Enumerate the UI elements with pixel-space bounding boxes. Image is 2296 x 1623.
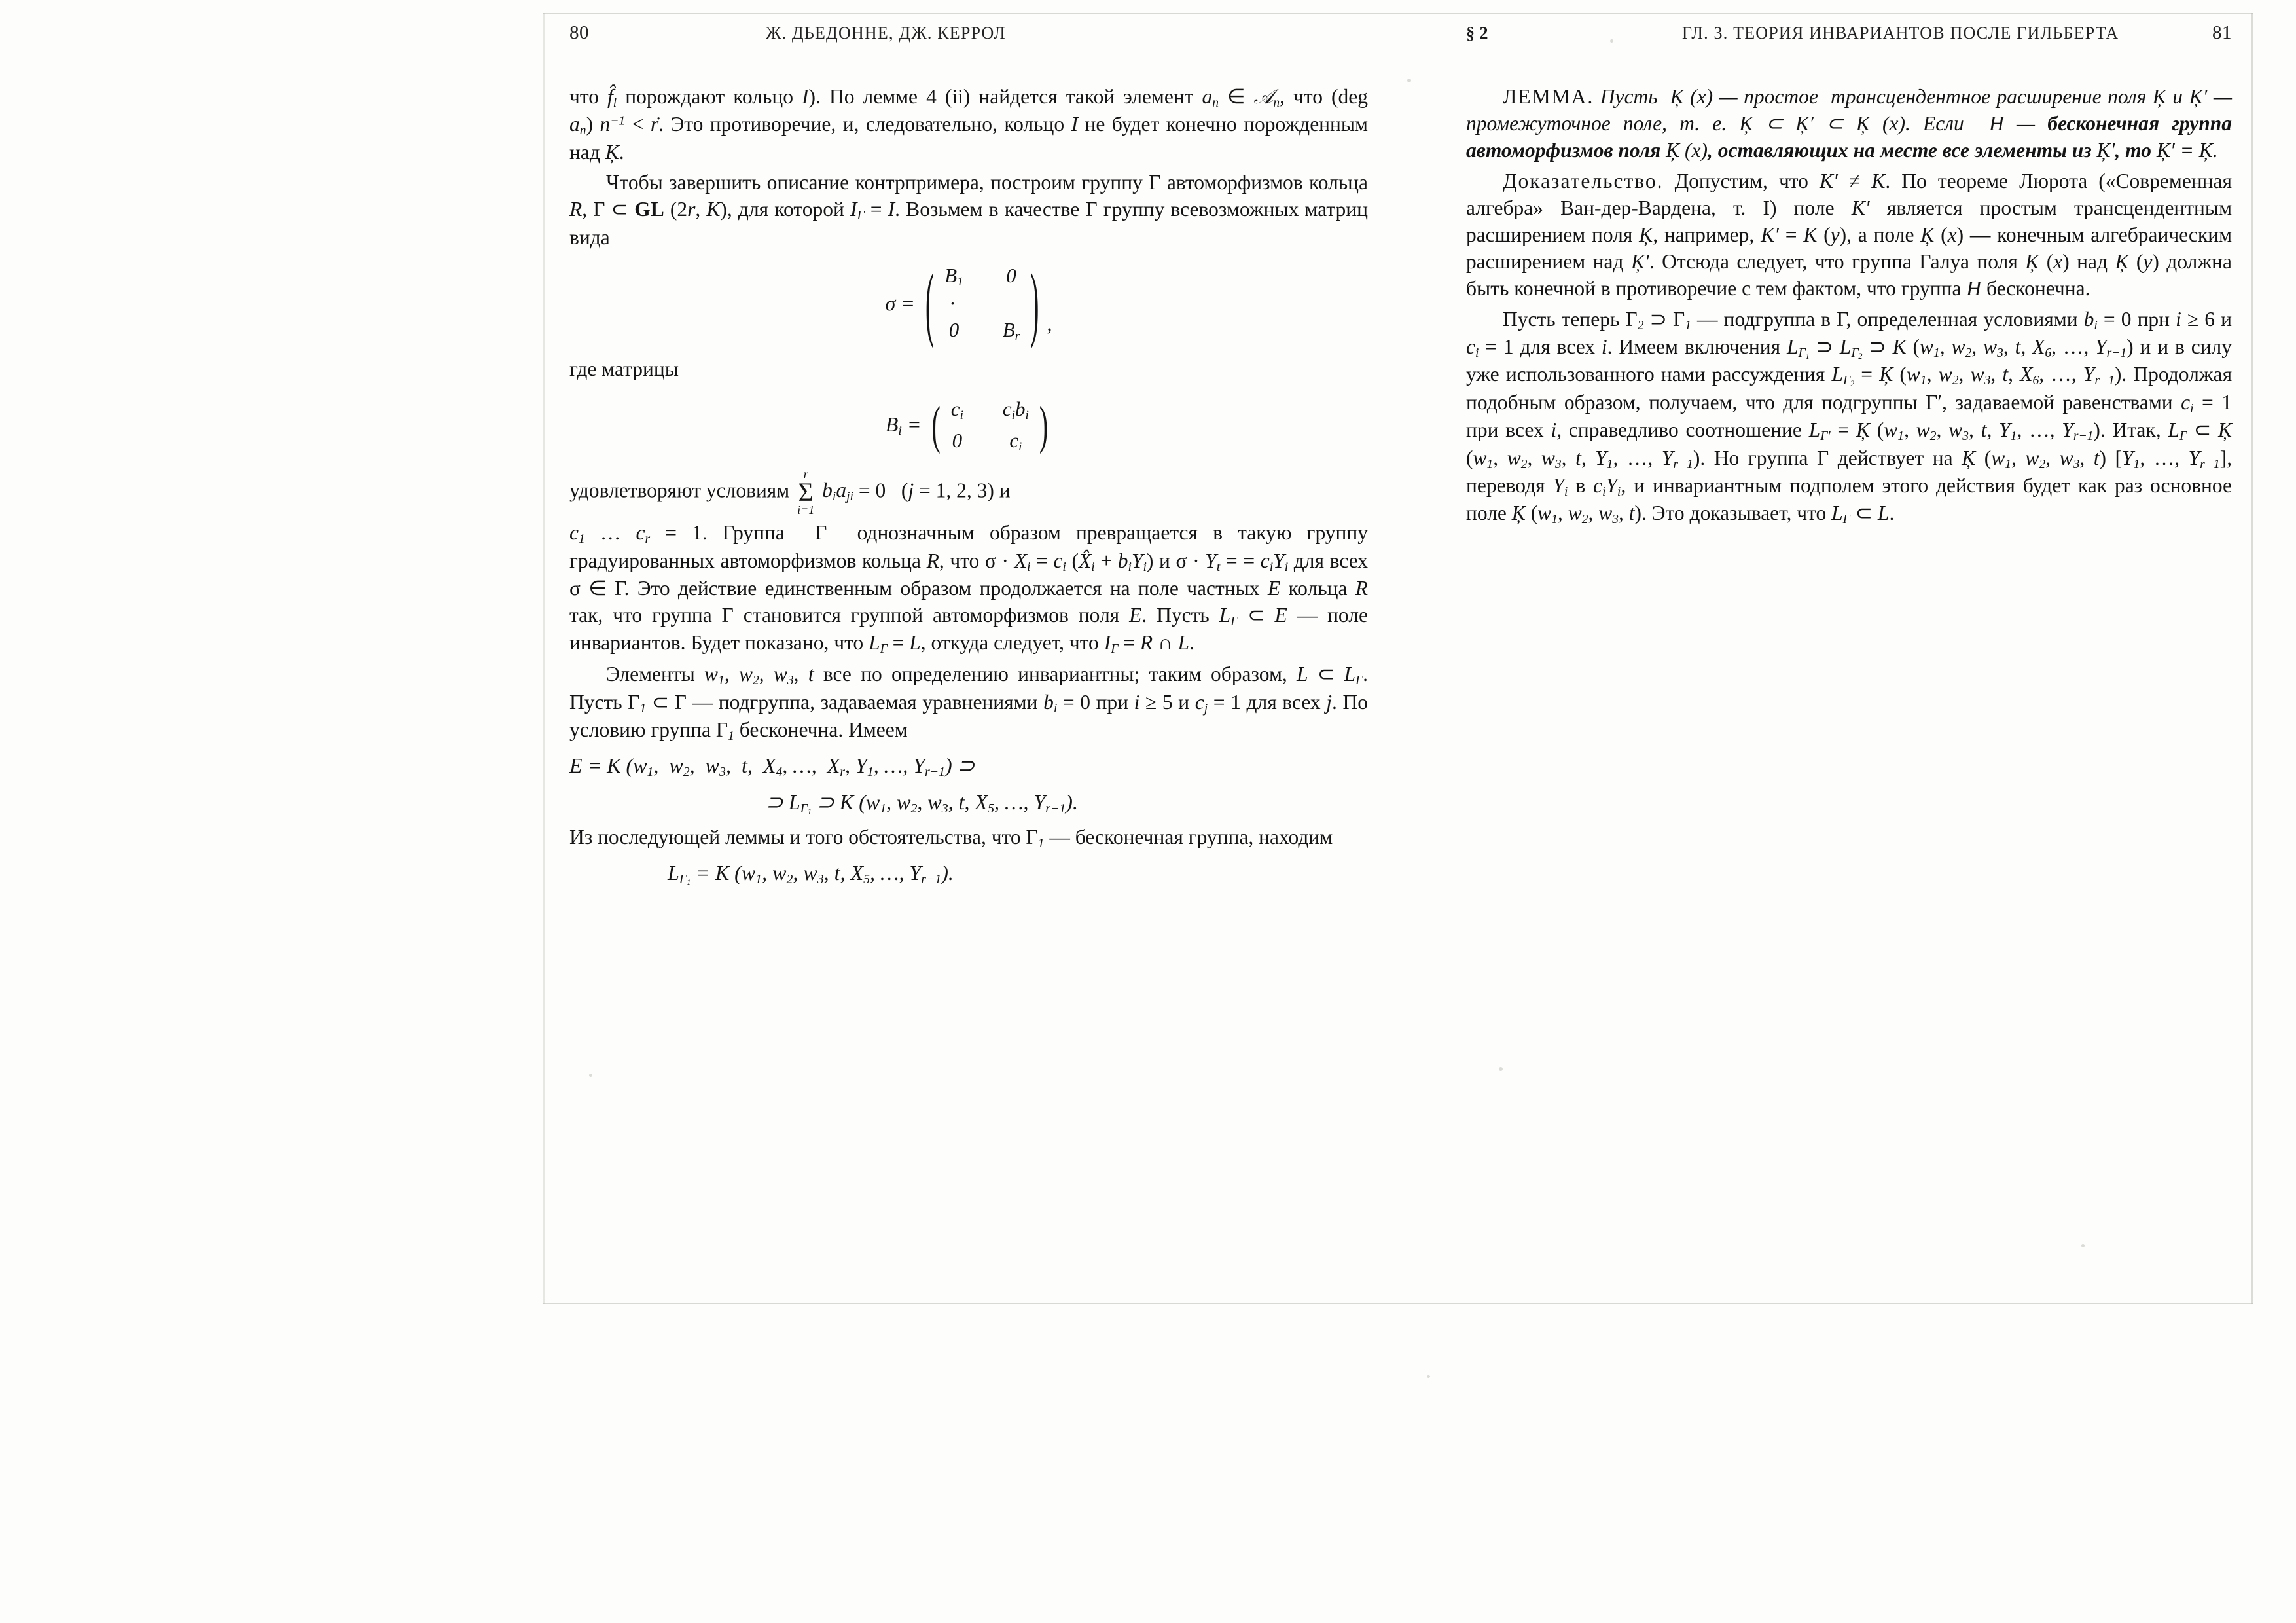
display-matrix-sigma: σ = ( $B_1$ 0 · 0 $B_r$ ) ,: [885, 255, 1052, 350]
display-equation-E-line1: E = K ($w_1$, $w_2$, $w_3$, t, $X_4$, …, $X_r$, $Y_1$, …, $Y_{r-1}$) ⊃: [569, 754, 975, 780]
running-head-right: [1466, 20, 2232, 59]
folio-left: 80: [569, 22, 589, 43]
body-text-right: [1466, 84, 2232, 528]
paragraph: $c_1$ … $c_r = 1$. Группа Γ однозначным образом превращается в такую группу градуированных автоморфизмов кольца R, что $\sigma \cdot X_i = c_i$ $(X̂_i + b_iY_i)$ и $\sigma \cdot Y_t$ = = $c_iY_i$ для всех σ ∈ Γ. Это действие единственным образом продолжается на поле частных E кольца R так, что группа Γ становится группой автоморфизмов поля E. Пусть $L_\Gamma$ ⊂ E — поле инвариантов. Будет показано, что $L_\Gamma = L$, откуда следует, что $I_\Gamma = R$ ∩ L.: [569, 521, 1369, 656]
folio-right: 81: [2212, 22, 2232, 43]
display-matrix-bi: $B_i$ = ( $c_i$ $c_ib_i$ 0 $c_i$ ): [885, 395, 1049, 455]
summation-symbol: r Σ i=1: [797, 467, 815, 517]
lemma-paragraph: [1466, 84, 2232, 164]
page-border-top: [543, 13, 2253, 14]
where-label: где матрицы: [569, 357, 679, 380]
book-spread: [543, 20, 2251, 1303]
lemma-label: ЛЕММА.: [1503, 85, 1594, 108]
paragraph: что $f̂_l$ порождают кольцо I). По лемме 4 (ii) найдется такой элемент $a_n$ ∈ 𝒜$_n$, что (deg $a_n$) $n^{-1}$ < ṙ. Это противоречие, и, следовательно, кольцо I не будет конечно порожденным над Ķ.: [569, 85, 1368, 164]
running-head-title-left: Ж. ДЬЕДОННЕ, ДЖ. КЕРРОЛ: [766, 24, 1006, 43]
paragraph: Пусть теперь $\Gamma_2$ ⊃ $\Gamma_1$ — подгруппа в Γ, определенная условиями $b_i = 0$ прн i ≥ 6 и $c_i = 1$ для всех i. Имеем включения $L_{\Gamma_1}$ ⊃ $L_{\Gamma_2}$ ⊃ K ($w_1$, $w_2$, $w_3$, t, $X_6$, …, $Y_{r-1}$) и и в силу уже использованного нами рассуждения $L_{\Gamma_2}$ = Ķ ($w_1$, $w_2$, $w_3$, t, $X_6$, …, $Y_{r-1}$). Продолжая подобным образом, получаем, что для подгруппы Γ′, задаваемой равенствами $c_i = 1$ при всех i, справедливо соотношение $L_{\Gamma'}$ = Ķ ($w_1$, $w_2$, $w_3$, t, $Y_1$, …, $Y_{r-1}$). Итак, $L_\Gamma$ ⊂ Ķ ($w_1$, $w_2$, $w_3$, t, $Y_1$, …, $Y_{r-1}$). Но группа Γ действует на Ķ ($w_1$, $w_2$, $w_3$, t) [$Y_1$, …, $Y_{r-1}$], переводя $Y_i$ в $c_iY_i$, и инвариантным подполем этого действия будет как раз основное поле Ķ ($w_1$, $w_2$, $w_3$, t). Это доказывает, что $L_\Gamma$ ⊂ L.: [1466, 307, 2233, 526]
display-equation-E: [569, 752, 1368, 781]
paragraph: Из последующей леммы и того обстоятельства, что $\Gamma_1$ — бесконечная группа, находим: [569, 825, 1333, 850]
page-right: [1407, 20, 2251, 1303]
proof-text: Допустим, что K′ ≠ K. По теореме Люрота («Современная алгебра» Ван-дер-Вардена, т. I) поле K′ является простым трансцендентным расширением поля Ķ, например, K′ = K (y), а поле Ķ (x) — конечным алгебраическим расширением над Ķ′. Отсюда следует, что группа Галуа поля Ķ (x) над Ķ (y) должна быть конечной в противоречие с тем фактом, что группа H бесконечна.: [1466, 169, 2232, 300]
paragraph: Чтобы завершить описание контрпримера, построим группу Γ автоморфизмов кольца R, Γ ⊂ GL (2r, K), для которой $I_\Gamma = I$. Возьмем в качестве Γ группу всевозможных матриц вида: [569, 171, 1369, 249]
lemma-text: Пусть Ķ (x) — простое трансцендентное расширение поля Ķ и Ķ′ — промежуточное поле, т. е. Ķ ⊂ Ķ′ ⊂ Ķ (x). Если H — бесконечная группа автоморфизмов поля Ķ (x), оставляющих на месте все элементы из Ķ′, то Ķ′ = Ķ.: [1466, 85, 2233, 162]
display-equation-L: $L_{\Gamma_1} = K$ ($w_1$, $w_2$, $w_3$, t, $X_5$, …, $Y_{r-1}$).: [668, 861, 954, 888]
running-head-title-right: ГЛ. 3. ТЕОРИЯ ИНВАРИАНТОВ ПОСЛЕ ГИЛЬБЕРТА: [1682, 24, 2119, 43]
body-text-left: [569, 84, 1368, 888]
paragraph: Элементы $w_1$, $w_2$, $w_3$, t все по определению инвариантны; таким образом, L ⊂ $L_\Gamma$. Пусть $\Gamma_1$ ⊂ Γ — подгруппа, задаваемая уравнениями $b_i = 0$ при i ≥ 5 и $c_j = 1$ для всех j. По условию группа $\Gamma_1$ бесконечна. Имеем: [569, 663, 1369, 743]
scan-speck: [1427, 1375, 1430, 1378]
page-border-right: [2251, 13, 2253, 1304]
paragraph: удовлетворяют условиям r Σ i=1 $b_ia_{ji} = 0$ (j = 1, 2, 3) и: [569, 467, 1011, 517]
display-equation-E-line2: ⊃ $L_{\Gamma_1}$ ⊃ K ($w_1$, $w_2$, $w_3$, t, $X_5$, …, $Y_{r-1}$).: [766, 790, 1078, 816]
page-border-bottom: [543, 1303, 2253, 1304]
proof-label: Доказательство.: [1503, 169, 1664, 192]
proof-paragraph: [1466, 168, 2232, 302]
running-head-left: [569, 20, 1368, 59]
page-left: [543, 20, 1407, 1303]
section-mark: § 2: [1466, 24, 1488, 43]
